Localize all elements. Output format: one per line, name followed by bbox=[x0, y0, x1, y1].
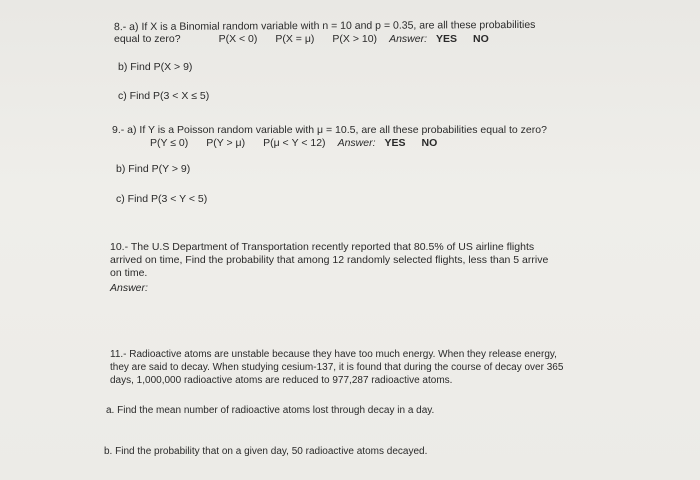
q9-prob-3: P(μ < Y < 12) bbox=[263, 137, 326, 149]
q8-yes-option: YES bbox=[436, 33, 458, 45]
q11-line3: days, 1,000,000 radioactive atoms are reduced to 977,287 radioactive atoms. bbox=[110, 375, 453, 386]
q11-line2: they are said to decay. When studying cesium-137, it is found that during the course of decay over 365 bbox=[110, 362, 564, 373]
q8-prob-2: P(X = μ) bbox=[275, 33, 315, 45]
q11-a: a. Find the mean number of radioactive atoms lost through decay in a day. bbox=[106, 405, 435, 416]
q9-no-option: NO bbox=[421, 137, 438, 149]
q8-a-lead: equal to zero? bbox=[114, 33, 181, 45]
q9-a-line2 bbox=[150, 137, 437, 150]
q10-line3: on time. bbox=[110, 267, 148, 279]
q9-answer-label: Answer: bbox=[337, 137, 376, 149]
q9-prob-1: P(Y ≤ 0) bbox=[150, 137, 189, 149]
q8-b: b) Find P(X > 9) bbox=[118, 61, 193, 73]
q8-prob-1: P(X < 0) bbox=[218, 33, 258, 45]
q10-answer-label: Answer: bbox=[110, 282, 148, 294]
q8-answer-label: Answer: bbox=[389, 33, 427, 45]
q8-c: c) Find P(3 < X ≤ 5) bbox=[118, 90, 210, 102]
q10-line2: arrived on time, Find the probability that among 12 randomly selected flights, less than 5 arrive bbox=[110, 254, 549, 266]
q8-a-line1: 8.- a) If X is a Binomial random variable with n = 10 and p = 0.35, are all these probabilities bbox=[113, 18, 536, 34]
q9-b: b) Find P(Y > 9) bbox=[116, 163, 191, 175]
q9-a-line1: 9.- a) If Y is a Poisson random variable with μ = 10.5, are all these probabilities equal to zero? bbox=[112, 124, 547, 136]
q9-prob-2: P(Y > μ) bbox=[206, 137, 246, 149]
q8-prob-3: P(X > 10) bbox=[332, 33, 378, 45]
q9-c: c) Find P(3 < Y < 5) bbox=[116, 193, 208, 205]
q9-yes-option: YES bbox=[384, 137, 406, 149]
q8-a-line2 bbox=[114, 33, 489, 46]
q11-b: b. Find the probability that on a given day, 50 radioactive atoms decayed. bbox=[104, 446, 428, 457]
q10-line1: 10.- The U.S Department of Transportation recently reported that 80.5% of US airline flights bbox=[110, 241, 535, 253]
q8-no-option: NO bbox=[473, 33, 489, 45]
q11-line1: 11.- Radioactive atoms are unstable because they have too much energy. When they release energy, bbox=[110, 349, 557, 360]
